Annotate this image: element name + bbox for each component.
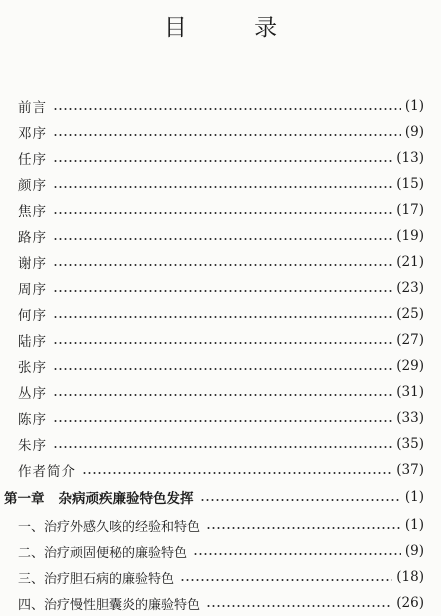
dot-leader [53,382,392,402]
entry-label: 朱序 [18,438,47,454]
dot-leader [200,487,401,507]
entry-page: (37) [396,462,424,478]
entry-page: (19) [396,228,424,244]
dot-leader [53,434,392,454]
chapter-heading [4,487,194,507]
entry-page: (29) [396,358,424,374]
toc-entry-zhou-preface [18,278,424,298]
entry-label: 邓序 [18,126,47,142]
entry-label: 何序 [18,308,47,324]
toc-entry-section-2 [18,541,424,561]
entry-label: 周序 [18,282,47,298]
dot-leader [53,252,392,272]
entry-label: 陈序 [18,412,47,428]
entry-label: 任序 [18,152,47,168]
entry-page: (35) [396,436,424,452]
toc-entry-cong-preface [18,382,424,402]
entry-page: (9) [404,543,424,559]
entry-label: 一、治疗外感久咳的经验和特色 [18,519,201,535]
toc-entry-he-preface [18,304,424,324]
entry-label: 作者简介 [18,464,76,480]
entry-label: 四、治疗慢性胆囊炎的廉验特色 [18,597,201,613]
entry-page: (1) [404,98,424,114]
toc-entry-section-3 [18,567,424,587]
dot-leader [206,593,392,613]
entry-page: (1) [404,517,424,533]
entry-page: (18) [396,569,424,585]
toc-entry-about-author [18,460,424,480]
entry-label: 谢序 [18,256,47,272]
dot-leader [53,356,392,376]
toc-entry-zhang-preface [18,356,424,376]
entry-page: (27) [396,332,424,348]
entry-label: 三、治疗胆石病的廉验特色 [18,571,175,587]
entry-label: 丛序 [18,386,47,402]
toc-entry-yan-preface [18,174,424,194]
entry-page: (31) [396,384,424,400]
entry-page: (15) [396,176,424,192]
dot-leader [53,330,392,350]
dot-leader [206,515,401,535]
toc-entry-lu2-preface [18,330,424,350]
entry-page: (23) [396,280,424,296]
dot-leader [82,460,392,480]
entry-page: (33) [396,410,424,426]
toc-entry-preface [18,96,424,116]
entry-page: (21) [396,254,424,270]
entry-page: (25) [396,306,424,322]
toc-entry-section-4 [18,593,424,613]
entry-label: 颜序 [18,178,47,194]
entry-label: 张序 [18,360,47,376]
toc-entry-section-1 [18,515,424,535]
entry-page: (26) [396,595,424,611]
dot-leader [53,174,392,194]
toc-entry-ren-preface [18,148,424,168]
dot-leader [180,567,392,587]
dot-leader [53,96,401,116]
chapter-title: 杂病顽疾廉验特色发挥 [58,491,194,507]
page-title: 目 录 [163,15,308,41]
entry-page: (13) [396,150,424,166]
toc-entry-deng-preface [18,122,424,142]
toc-entry-xie-preface [18,252,424,272]
toc-entry-zhu-preface [18,434,424,454]
dot-leader [53,304,392,324]
chapter-number: 第一章 [4,491,45,507]
entry-page: (17) [396,202,424,218]
toc-entry-chen-preface [18,408,424,428]
entry-label: 二、治疗顽固便秘的廉验特色 [18,545,188,561]
dot-leader [53,226,392,246]
toc-entry-chapter-1 [4,487,424,507]
dot-leader [53,148,392,168]
entry-page: (1) [404,489,424,505]
dot-leader [53,278,392,298]
dot-leader [193,541,401,561]
toc-entry-jiao-preface [18,200,424,220]
entry-label: 陆序 [18,334,47,350]
entry-page: (9) [404,124,424,140]
dot-leader [53,200,392,220]
entry-label: 前言 [18,100,47,116]
entry-label: 路序 [18,230,47,246]
toc-entry-lu-preface [18,226,424,246]
dot-leader [53,408,392,428]
entry-label: 焦序 [18,204,47,220]
dot-leader [53,122,401,142]
